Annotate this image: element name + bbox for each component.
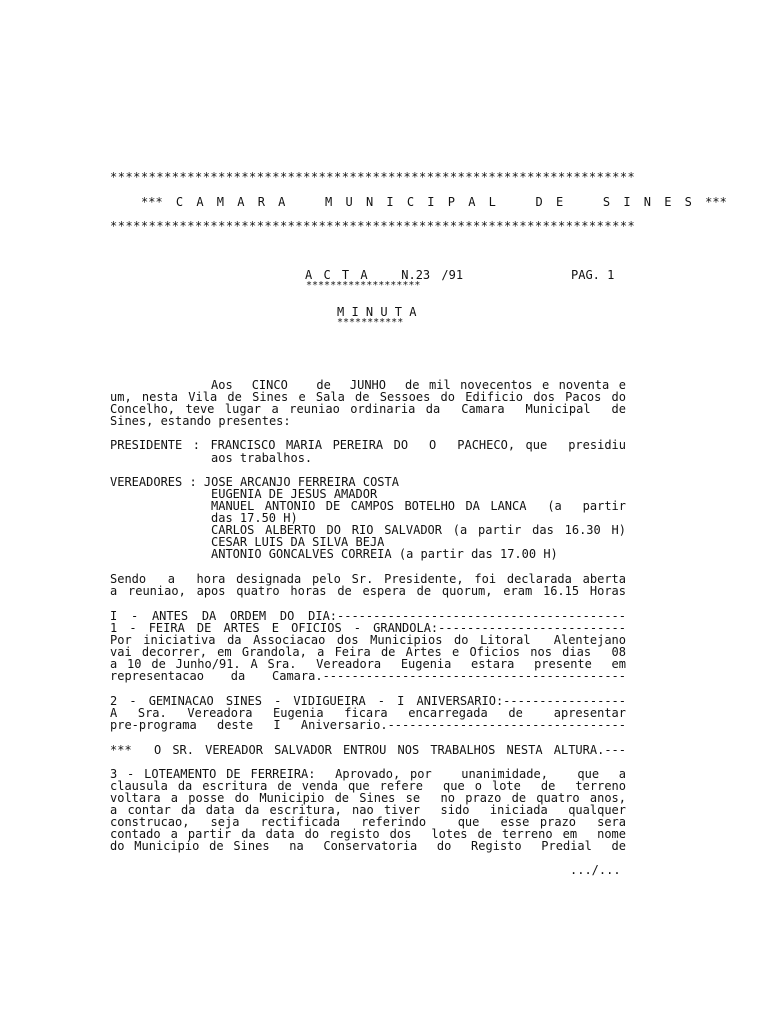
- item-line: do Municipio de Sines na Conservatoria do Registo Predial de: [110, 839, 626, 853]
- header-title: *** C A M A R A M U N I C I P A L D E S I N E S ***: [141, 195, 727, 209]
- page-number: PAG. 1: [571, 268, 615, 282]
- vereadores-line: CESAR LUIS DA SILVA BEJA: [211, 535, 385, 549]
- vereadores-line: das 17.50 H): [211, 511, 298, 525]
- item-line: A Sra. Vereadora Eugenia ficara encarregada de apresentar: [110, 706, 626, 720]
- minuta-stars: ***********: [337, 317, 404, 328]
- continuation-mark: .../...: [570, 863, 621, 877]
- vereadores-line: VEREADORES : JOSE ARCANJO FERREIRA COSTA: [110, 475, 399, 489]
- intro-line: um, nesta Vila de Sines e Sala de Sessoes do Edificio dos Pacos do: [110, 390, 626, 404]
- item-line: representacao da Camara.------------------------------------------: [110, 669, 626, 683]
- header-stars-bottom: ********************************************************************: [110, 219, 636, 233]
- header-stars-top: ********************************************************************: [110, 170, 636, 184]
- vereadores-line: ANTONIO GONCALVES CORREIA (a partir das 17.00 H): [211, 547, 558, 561]
- item-line: contado a partir da data do registo dos lotes de terreno em nome: [110, 827, 626, 841]
- acta-stars: *******************: [306, 280, 421, 291]
- intro-line: Concelho, teve lugar a reuniao ordinaria da Camara Municipal de: [110, 402, 626, 416]
- item-line: voltara a posse do Municipio de Sines se no prazo de quatro anos,: [110, 791, 626, 805]
- item-line: clausula da escritura de venda que refere que o lote de terreno: [110, 779, 626, 793]
- vereadores-line: EUGENIA DE JESUS AMADOR: [211, 487, 378, 501]
- item-line: I - ANTES DA ORDEM DO DIA:----------------------------------------: [110, 609, 626, 623]
- presidente-line: aos trabalhos.: [211, 451, 313, 465]
- item-line: Por iniciativa da Associacao dos Municipios do Litoral Alentejano: [110, 633, 626, 647]
- vereadores-line: CARLOS ALBERTO DO RIO SALVADOR (a partir das 16.30 H): [211, 523, 626, 537]
- presidente-line: PRESIDENTE : FRANCISCO MARIA PEREIRA DO O PACHECO, que presidiu: [110, 438, 626, 452]
- acta-label: A C T A N.23 /91: [305, 268, 464, 282]
- item-line: construcao, seja rectificada referindo que esse prazo sera: [110, 815, 626, 829]
- intro-line: Sines, estando presentes:: [110, 414, 291, 428]
- item-line: 3 - LOTEAMENTO DE FERREIRA: Aprovado, por unanimidade, que a: [110, 767, 626, 781]
- item-line: vai decorrer, em Grandola, a Feira de Artes e Oficios nos dias 08: [110, 645, 626, 659]
- vereadores-line: MANUEL ANTONIO DE CAMPOS BOTELHO DA LANCA (a partir: [211, 499, 626, 513]
- item-line: a 10 de Junho/91. A Sra. Vereadora Eugenia estara presente em: [110, 657, 626, 671]
- item-line: 2 - GEMINACAO SINES - VIDIGUEIRA - I ANIVERSARIO:-----------------: [110, 694, 626, 708]
- item-line: pre-programa deste I Aniversario.---------------------------------: [110, 718, 626, 732]
- sendo-line: a reuniao, apos quatro horas de espera de quorum, eram 16.15 Horas: [110, 584, 626, 598]
- item-line: *** O SR. VEREADOR SALVADOR ENTROU NOS TRABALHOS NESTA ALTURA.---: [110, 743, 626, 757]
- sendo-line: Sendo a hora designada pelo Sr. Presidente, foi declarada aberta: [110, 572, 626, 586]
- minuta-label: M I N U T A: [337, 305, 417, 319]
- item-line: a contar da data da escritura, nao tiver sido iniciada qualquer: [110, 803, 626, 817]
- intro-line: Aos CINCO de JUNHO de mil novecentos e noventa e: [211, 378, 626, 392]
- item-line: 1 - FEIRA DE ARTES E OFICIOS - GRANDOLA:--------------------------: [110, 621, 626, 635]
